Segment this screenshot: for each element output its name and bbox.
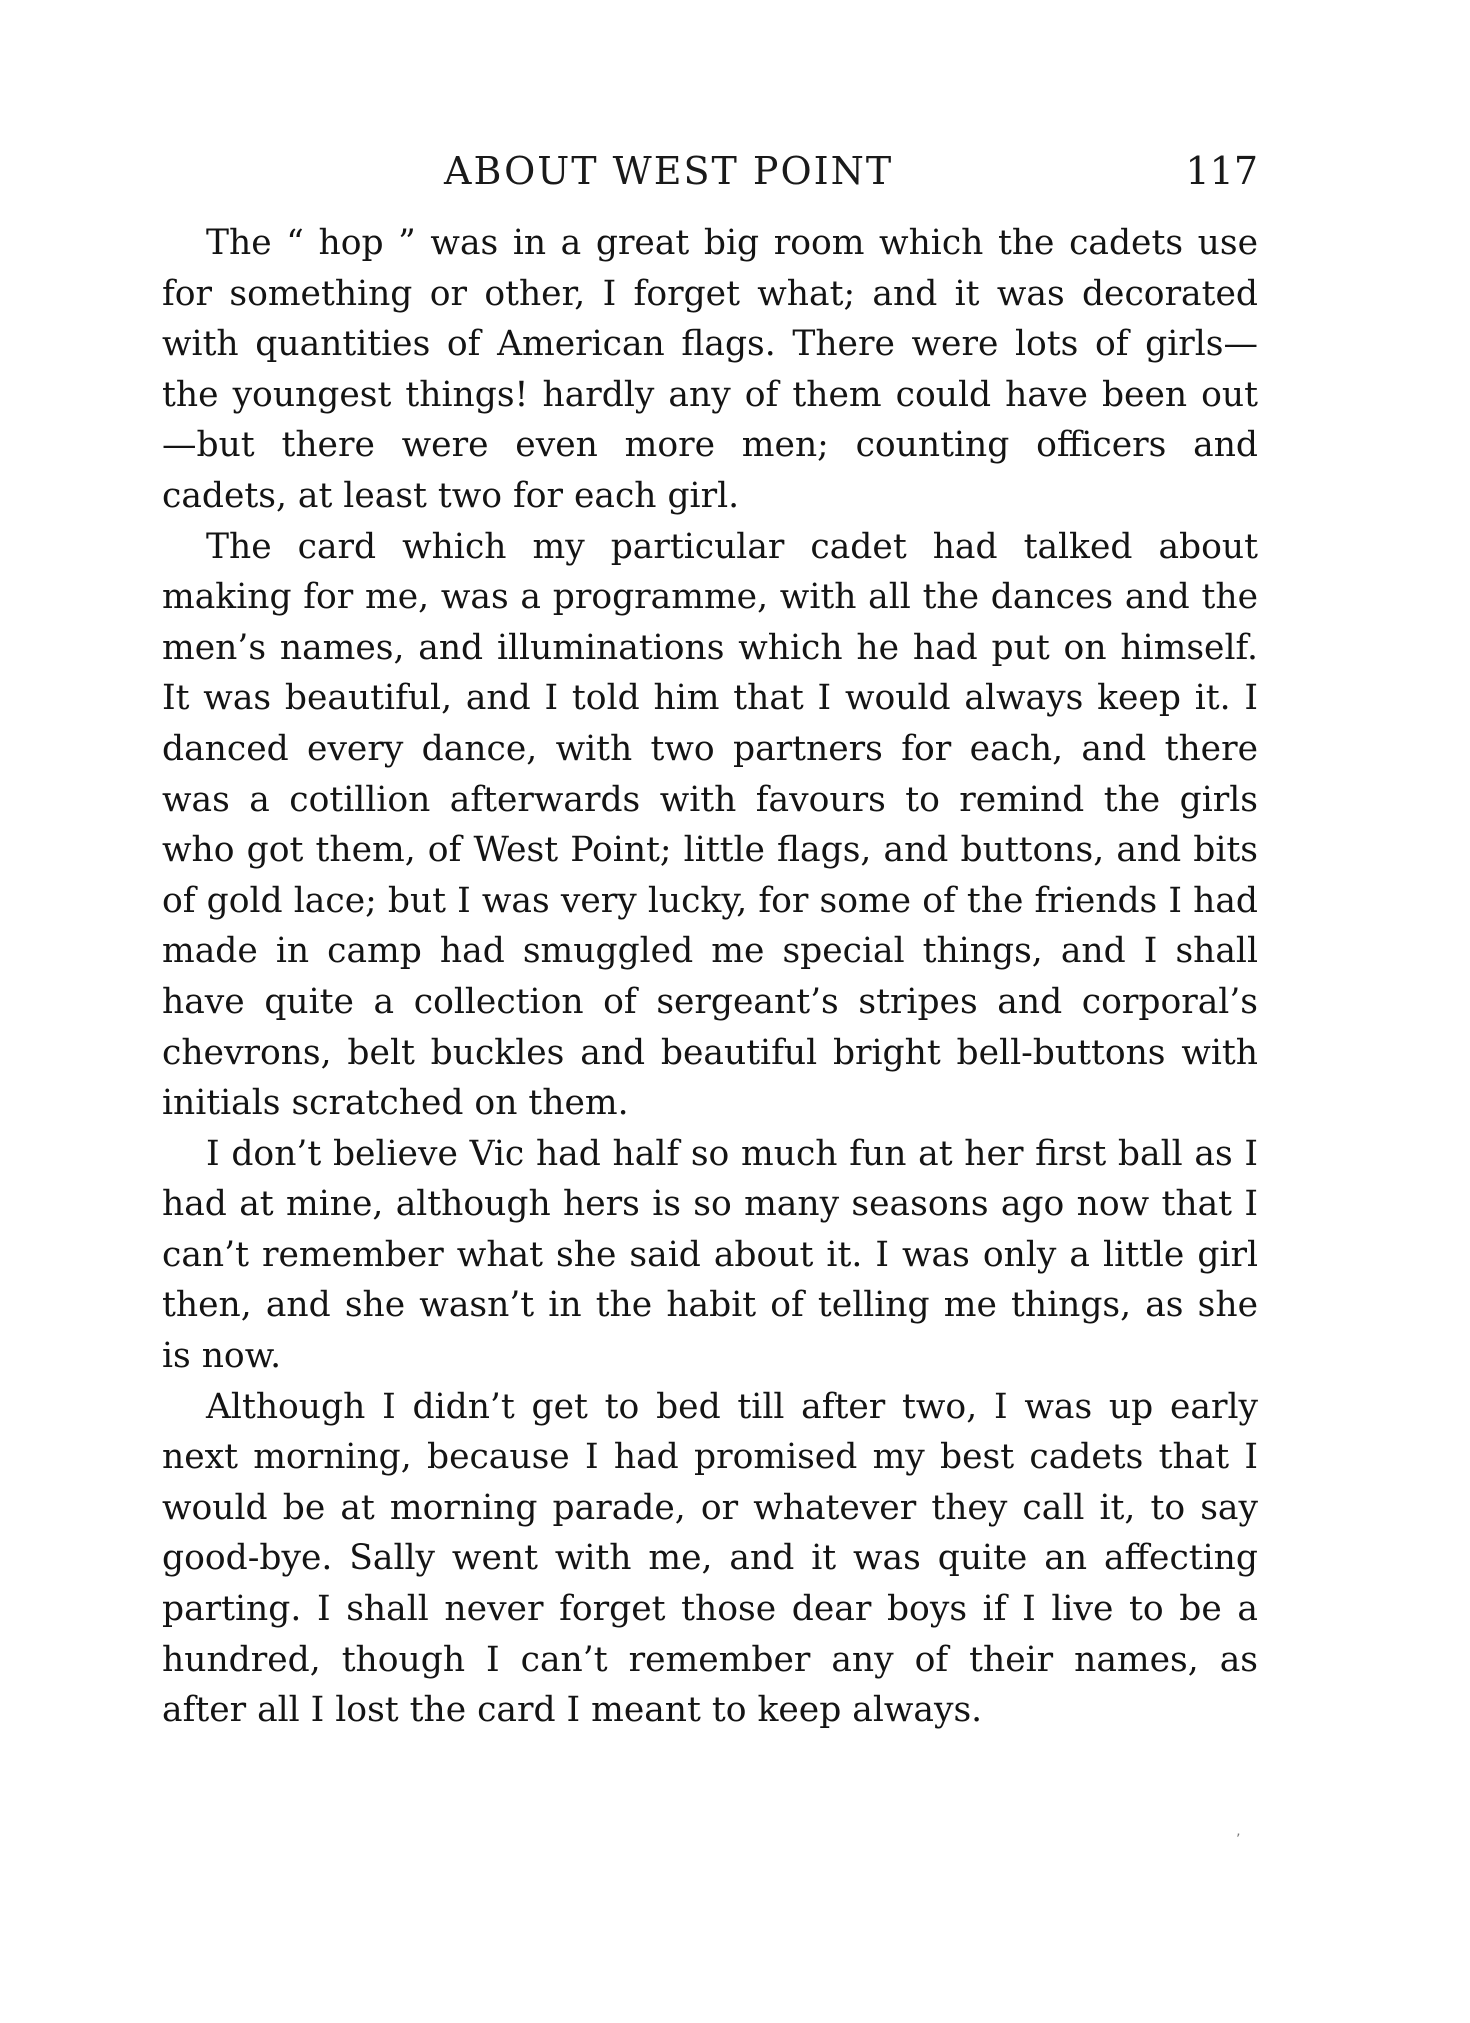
page-number: 117 — [1185, 149, 1258, 193]
running-head — [162, 146, 1258, 206]
paragraph-card: The card which my particular cadet had talked about making for me, was a programme, with all the dances and the men’s names, and illuminations which he had put on himself. It was beautiful, and I told him that I would always keep it. I danced every dance, with two partners for each, and there was a cotillion afterwards with favours to remind the girls who got them, of West Point; little flags, and buttons, and bits of gold lace; but I was very lucky, for some of the friends I had made in camp had smuggled me special things, and I shall have quite a collection of sergeant’s stripes and corporal’s chevrons, belt buckles and beautiful bright bell-buttons with initials scratched on them. — [162, 526, 1258, 1124]
paragraph-vic: I don’t believe Vic had half so much fun at her first ball as I had at mine, although hers is so many seasons ago now that I can’t remember what she said about it. I was only a little girl then, and she wasn’t in the habit of telling me things, as she is now. — [162, 1133, 1258, 1377]
running-title: ABOUT WEST POINT — [444, 149, 894, 193]
paragraph-hop: The “ hop ” was in a great big room which the cadets use for something or other, I forget what; and it was decorated with quantities of American flags. There were lots of girls—the youngest things! hardly any of them could have been out—but there were even more men; counting officers and cadets, at least two for each girl. — [162, 223, 1258, 516]
paragraph-goodbye: Although I didn’t get to bed till after two, I was up early next morning, because I had promised my best cadets that I would be at morning parade, or whatever they call it, to say good-bye. Sally went with me, and it was quite an affecting parting. I shall never forget those dear boys if I live to be a hundred, though I can’t remember any of their names, as after all I lost the card I meant to keep always. — [162, 1386, 1258, 1731]
body-text — [162, 218, 1258, 1736]
ink-speck: ’ — [1236, 1832, 1241, 1848]
